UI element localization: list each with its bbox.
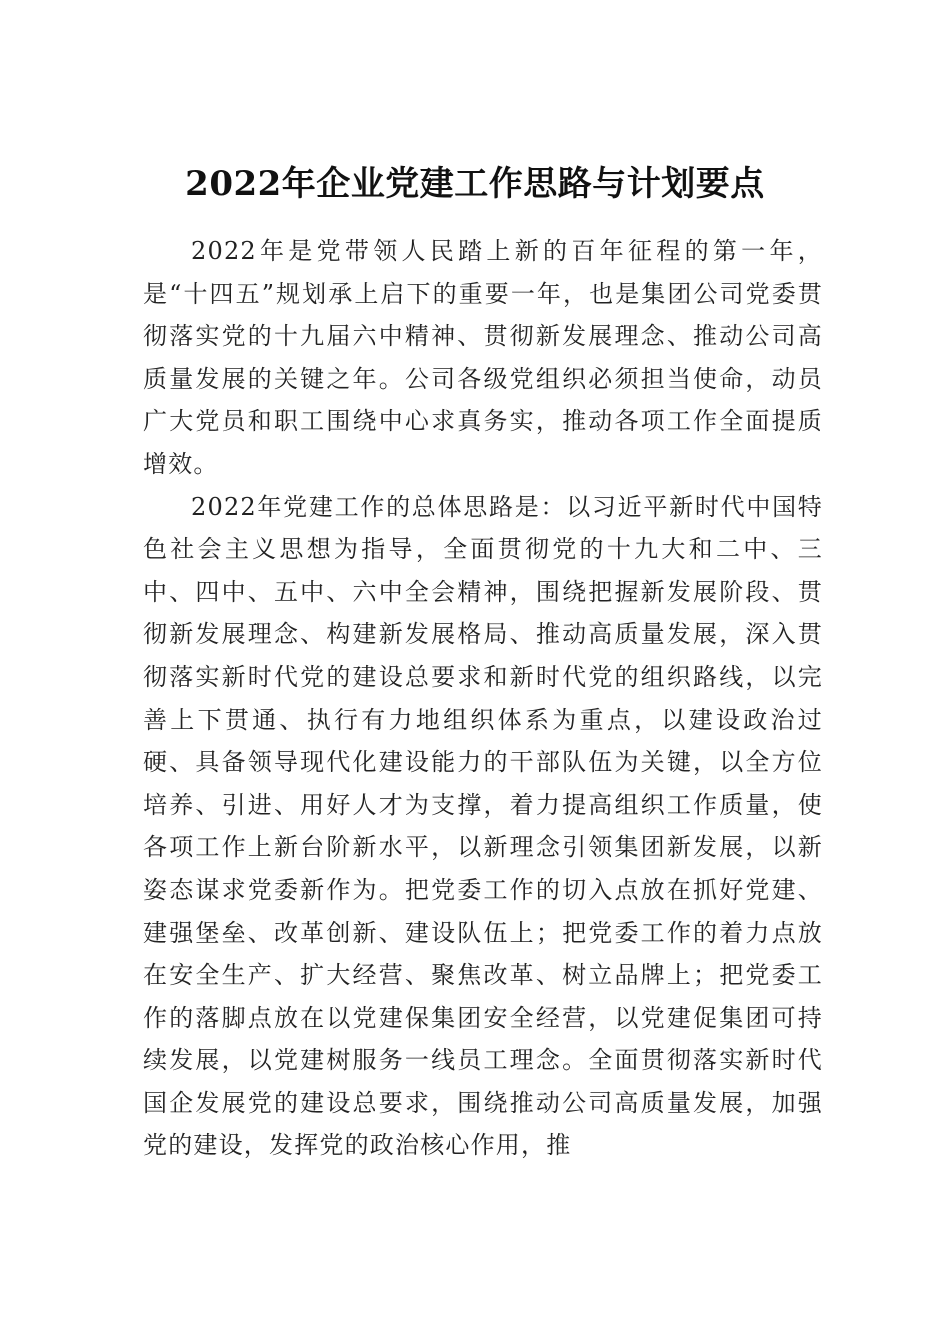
paragraph-intro: 2022年是党带领人民踏上新的百年征程的第一年，是“十四五”规划承上启下的重要一年，也是集团公司党委贯彻落实党的十九届六中精神、贯彻新发展理念、推动公司高质量发展的关键之年。公司各级党组织必须担当使命，动员广大党员和职工围绕中心求真务实，推动各项工作全面提质增效。 <box>143 237 823 478</box>
document-body <box>143 230 823 1167</box>
document-title: 2022年企业党建工作思路与计划要点 <box>185 163 765 204</box>
paragraph-overall-approach: 2022年党建工作的总体思路是：以习近平新时代中国特色社会主义思想为指导，全面贯彻党的十九大和二中、三中、四中、五中、六中全会精神，围绕把握新发展阶段、贯彻新发展理念、构建新发展格局、推动高质量发展，深入贯彻落实新时代党的建设总要求和新时代党的组织路线，以完善上下贯通、执行有力地组织体系为重点，以建设政治过硬、具备领导现代化建设能力的干部队伍为关键，以全方位培养、引进、用好人才为支撑，着力提高组织工作质量，使各项工作上新台阶新水平，以新理念引领集团新发展，以新姿态谋求党委新作为。把党委工作的切入点放在抓好党建、建强堡垒、改革创新、建设队伍上；把党委工作的着力点放在安全生产、扩大经营、聚焦改革、树立品牌上；把党委工作的落脚点放在以党建保集团安全经营，以党建促集团可持续发展，以党建树服务一线员工理念。全面贯彻落实新时代国企发展党的建设总要求，围绕推动公司高质量发展，加强党的建设，发挥党的政治核心作用，推 <box>143 492 823 1160</box>
